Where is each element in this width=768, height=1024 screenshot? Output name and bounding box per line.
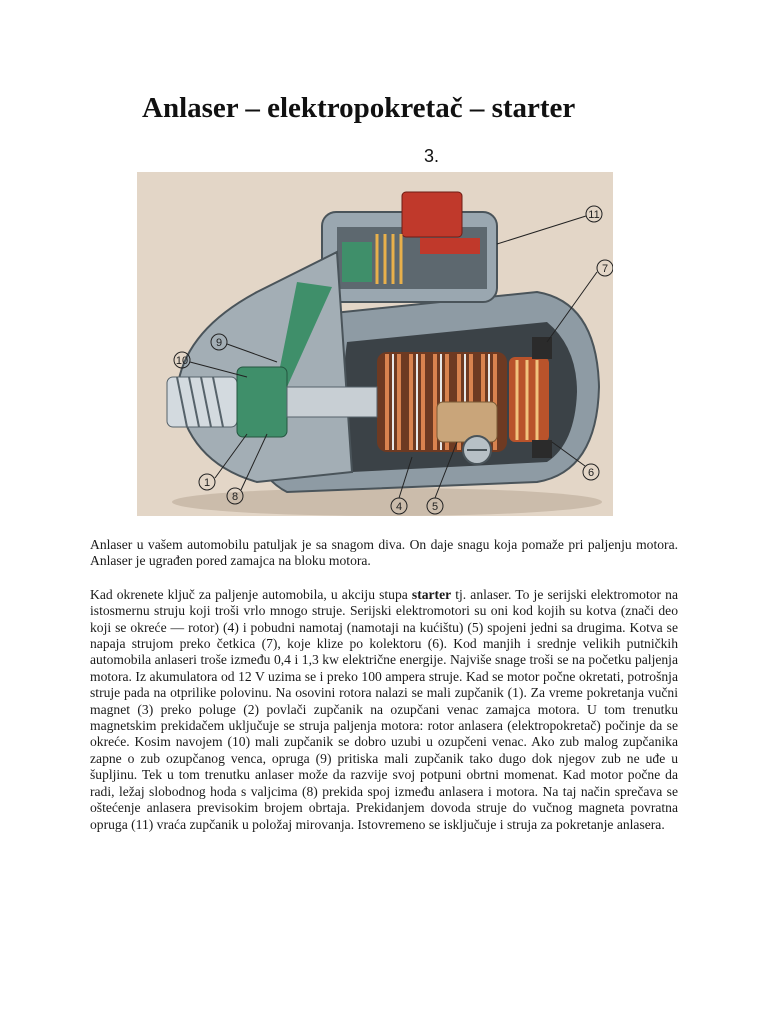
field-coil (437, 402, 497, 442)
callout-label: 10 (175, 355, 189, 367)
callout-label: 6 (587, 467, 595, 479)
callout-label: 11 (588, 209, 600, 221)
callout-label: 8 (231, 491, 239, 503)
paragraph-text: Kad okrenete ključ za paljenje automobila, u akciju stupa (90, 586, 412, 602)
callout-label: 4 (395, 501, 403, 513)
figure-number: 3. (424, 146, 440, 166)
callout-label: 7 (601, 263, 609, 275)
starter-illustration (137, 172, 613, 516)
callout-label: 5 (431, 501, 439, 513)
description-paragraph (90, 587, 678, 833)
callout-label: 9 (215, 337, 223, 349)
intro-paragraph: Anlaser u vašem automobilu patuljak je sa snagom diva. On daje snagu koja pomaže pri paljenju motora. Anlaser je ugrađen pored zamajca na bloku motora. (90, 537, 678, 569)
bold-term: starter (411, 586, 452, 602)
page-title: Anlaser – elektropokretač – starter (142, 92, 576, 124)
paragraph-text: tj. anlaser. To je serijski elektromotor na istosmernu struju koji troši vrlo mnogo struje. Serijski elektromotori su oni kod kojih su kotva (znači deo koji se okreće — rotor) (4) i pobudni namotaj (namotaji na kućištu) (5) spojeni jedni sa drugima. Kotva se napaja strujom preko četkica (7), koje klize po kolektoru (6). Kod manjih i srednje velikih putničkih automobila anlaseri troše između 0,4 i 1,3 kw električne energije. Najviše snage troši se na početku paljenja motora. Iz akumulatora od 12 V uzima se i preko 100 ampera struje. Kad se motor počne okretati, potrošnja struje pada na otprilike polovinu. Na osovini rotora nalazi se mali zupčanik (1). Za vreme pokretanja vučni magnet (3) preko poluge (2) povlači zupčanik na ozupčani venac zamajca motora. U tom trenutku magnetskim prekidačem uključuje se struja paljenja motora: rotor anlasera (elektropokretač) počinje da se okreće. Kosim navojem (10) mali zupčanik se dobro uzubi u ozupčeni venac. Ako zub malog zupčanika zapne o zub ozupčanog venca, opruga (9) pritiska mali zupčanik tako dugo dok njegov zub ne uđe u šupljinu. Tek u tom trenutku anlaser može da razvije svoj potpuni obrtni momenat. Kad motor počne da radi, ležaj slobodnog hoda s valjcima (8) prekida spoj između anlasera i motora. Na taj način sprečava se oštećenje anlasera previsokim brojem obrtaja. Prekidanjem dovoda struje do vučnog magneta povratna opruga (11) vraća zupčanik u položaj mirovanja. Istovremeno se isključuje i struja za pokretanje anlasera. (90, 586, 678, 832)
callout-label: 1 (203, 477, 211, 489)
body-text (90, 537, 678, 833)
